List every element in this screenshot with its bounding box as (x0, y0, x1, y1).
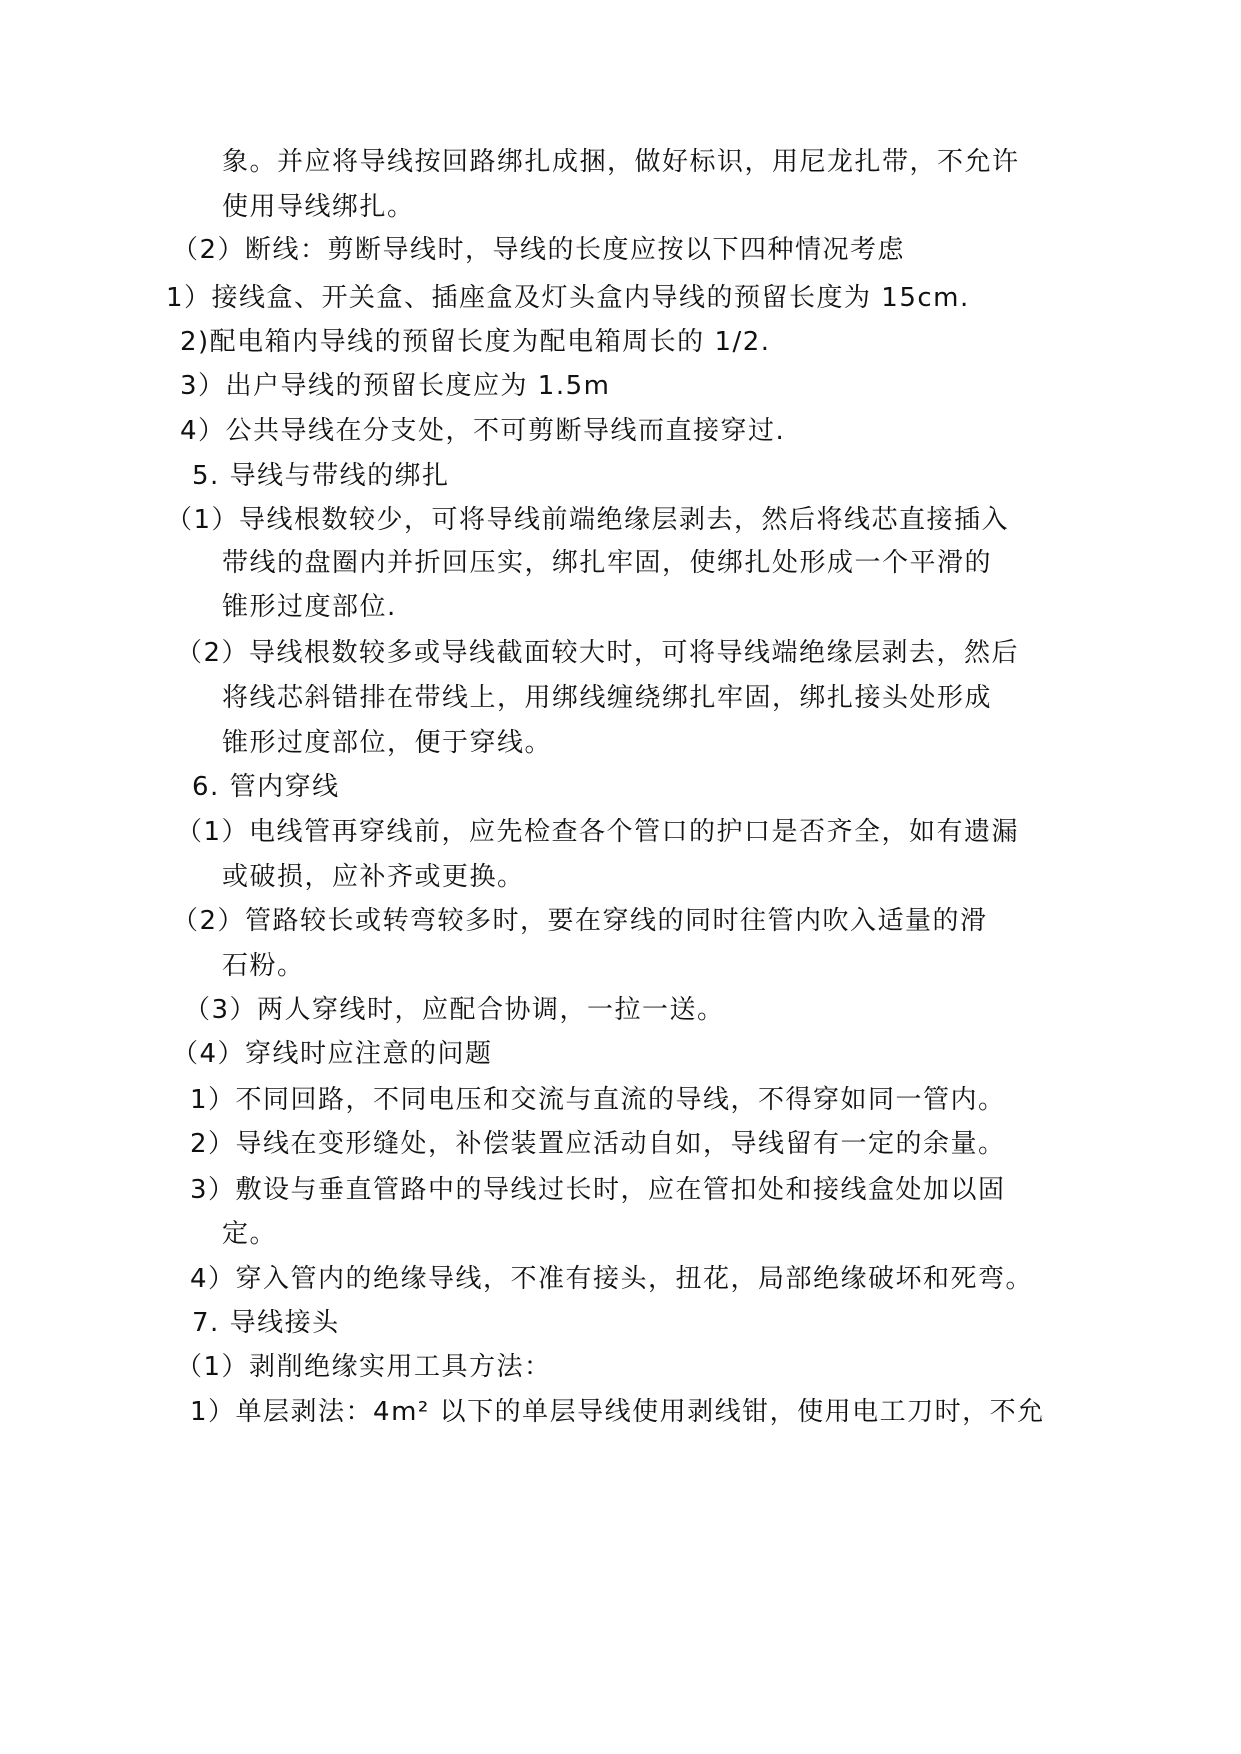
text-line: 定。 (222, 1219, 278, 1249)
section-heading: 6. 管内穿线 (192, 772, 340, 802)
text-line: （1）剥削绝缘实用工具方法： (176, 1352, 552, 1382)
section-heading: 5. 导线与带线的绑扎 (192, 461, 450, 491)
text-line: （2）导线根数较多或导线截面较大时，可将导线端绝缘层剥去，然后 (176, 638, 1020, 668)
text-line: （1）电线管再穿线前，应先检查各个管口的护口是否齐全，如有遗漏 (176, 817, 1020, 847)
text-line: 1）单层剥法：4m² 以下的单层导线使用剥线钳，使用电工刀时，不允 (190, 1397, 1045, 1427)
text-line: 3）敷设与垂直管路中的导线过长时，应在管扣处和接线盒处加以固 (190, 1175, 1006, 1205)
section-heading: 7. 导线接头 (192, 1308, 340, 1338)
text-line: 石粉。 (222, 951, 305, 981)
text-line: （4）穿线时应注意的问题 (172, 1039, 493, 1069)
text-line: 2）导线在变形缝处，补偿装置应活动自如，导线留有一定的余量。 (190, 1129, 1006, 1159)
text-line: 3）出户导线的预留长度应为 1.5m (180, 371, 611, 401)
text-line: 锥形过度部位. (222, 592, 397, 622)
text-line: 1）接线盒、开关盒、插座盒及灯头盒内导线的预留长度为 15cm. (166, 283, 970, 313)
text-line: （2）管路较长或转弯较多时，要在穿线的同时往管内吹入适量的滑 (172, 906, 988, 936)
text-line: 1）不同回路，不同电压和交流与直流的导线，不得穿如同一管内。 (190, 1085, 1006, 1115)
text-line: （2）断线：剪断导线时，导线的长度应按以下四种情况考虑 (172, 235, 906, 265)
text-line: 使用导线绑扎。 (222, 192, 415, 222)
text-line: 或破损，应补齐或更换。 (222, 862, 525, 892)
text-line: 4）公共导线在分支处，不可剪断导线而直接穿过. (180, 416, 786, 446)
text-line: 象。并应将导线按回路绑扎成捆，做好标识，用尼龙扎带，不允许 (222, 147, 1020, 177)
text-line: 带线的盘圈内并折回压实，绑扎牢固，使绑扎处形成一个平滑的 (222, 548, 993, 578)
text-line: 2)配电箱内导线的预留长度为配电箱周长的 1/2. (180, 327, 771, 357)
text-line: 锥形过度部位，便于穿线。 (222, 728, 553, 758)
text-line: （1）导线根数较少，可将导线前端绝缘层剥去，然后将线芯直接插入 (166, 505, 1010, 535)
text-line: 将线芯斜错排在带线上，用绑线缠绕绑扎牢固，绑扎接头处形成 (222, 683, 993, 713)
text-line: （3）两人穿线时，应配合协调，一拉一送。 (184, 995, 725, 1025)
text-line: 4）穿入管内的绝缘导线，不准有接头，扭花，局部绝缘破坏和死弯。 (190, 1264, 1034, 1294)
